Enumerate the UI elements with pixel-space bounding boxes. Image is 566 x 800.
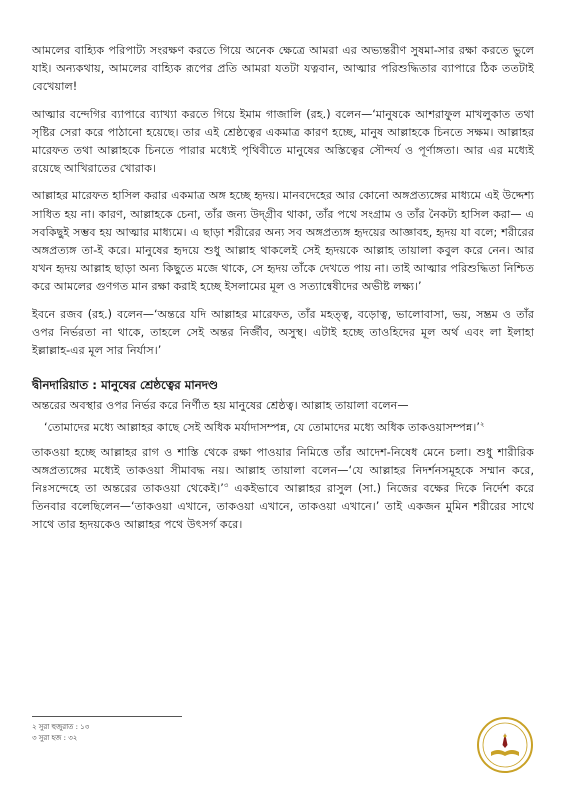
- paragraph-4: ইবনে রজব (রহ.) বলেন—‘অন্তরে যদি আল্লাহর মারেফত, তাঁর মহত্ত্ব, বড়োত্ব, ভালোবাসা, ভয়, সম্ভ্রম ও তাঁর ওপর নির্ভরতা না থাকে, তাহলে সেই অন্তর নির্জীব, অসুস্থ। এটাই হচ্ছে তাওহিদের মূল অর্থ এবং লা ইলাহা ইল্লাল্লাহ-এর মূল সার নির্যাস।’: [32, 307, 534, 358]
- quote-text: ‘তোমাদের মধ্যে আল্লাহর কাছে সেই অধিক মর্যাদাসম্পন্ন, যে তোমাদের মধ্যে অধিক তাকওয়াসম্পন্ন।’: [44, 421, 480, 435]
- paragraph-final: [32, 444, 534, 535]
- footnotes: [32, 722, 332, 743]
- paragraph-2: আত্মার বন্দেগির ব্যাপারে ব্যাখ্যা করতে গিয়ে ইমাম গাজালি (রহ.) বলেন—‘মানুষকে আশরাফুল মাখলুকাত তথা সৃষ্টির সেরা করে পাঠানো হয়েছে। তার এই শ্রেষ্ঠত্বের একমাত্র কারণ হচ্ছে, মানুষ আল্লাহকে চিনতে সক্ষম। আল্লাহর মারেফত তথা আল্লাহকে চিনতে পারার মধ্যেই পৃথিবীতে মানুষের অস্তিত্বের সৌন্দর্য ও পূর্ণাঙ্গতা। আর এর মধ্যেই রয়েছে আখিরাতের খোরাক।: [32, 107, 534, 176]
- section-heading: দ্বীনদারিয়াত : মানুষের শ্রেষ্ঠত্বের মানদণ্ড: [32, 378, 218, 393]
- book-pen-seal-icon: [476, 716, 534, 774]
- section-intro: অন্তরের অবস্থার ওপর নির্ভর করে নির্ণীত হয় মানুষের শ্রেষ্ঠত্ব। আল্লাহ তায়ালা বলেন—: [32, 399, 409, 413]
- footnote-item: ৩ সুরা হজ : ৩২: [32, 733, 78, 742]
- paragraph-1: আমলের বাহ্যিক পরিপাট্য সংরক্ষণ করতে গিয়ে অনেক ক্ষেত্রে আমরা এর অভ্যন্তরীণ সুষমা-সার রক্ষা করতে ভুলে যাই। অন্যকথায়, আমলের বাহ্যিক রূপের প্রতি আমরা যতটা যত্নবান, আত্মার পরিশুদ্ধিতার ব্যাপারে ঠিক ততটাই বেখেয়াল!: [32, 44, 534, 94]
- page-body: [32, 42, 534, 544]
- paragraph-3: আল্লাহর মারেফত হাসিল করার একমাত্র অঙ্গ হচ্ছে হৃদয়। মানবদেহের আর কোনো অঙ্গপ্রত্যঙ্গের মাধ্যমে এই উদ্দেশ্য সাধিত হয় না। কারণ, আল্লাহকে চেনা, তাঁর জন্য উদ্গ্রীব থাকা, তাঁর পথে সংগ্রাম ও তাঁর নৈকট্য হাসিল করা— এ সবকিছুই সম্ভব হয় আত্মার মাধ্যমে। এ ছাড়া শরীরের অন্য সব অঙ্গপ্রত্যঙ্গ হৃদয়ের আজ্ঞাবহ, হৃদয় যা বলে; শরীরের অঙ্গপ্রত্যঙ্গ তা-ই করে। মানুষের হৃদয়ে শুধু আল্লাহ থাকলেই সেই হৃদয়কে আল্লাহ তায়ালা কবুল করে নেন। আর যখন হৃদয় আল্লাহ ছাড়া অন্য কিছুতে মজে থাকে, সে হৃদয় তাঁকে দেখতে পায় না। তাই আত্মার পরিশুদ্ধিতা নিশ্চিত করে আমলের গুণগত মান রক্ষা করাই হচ্ছে ইসলামের মূল ও সত্যান্বেষীদের অভীষ্ট লক্ষ্য।’: [32, 189, 534, 294]
- footnote-divider: [32, 716, 182, 717]
- quran-quote: [44, 419, 534, 437]
- final-text-part2: একইভাবে আল্লাহর রাসুল (সা.) নিজের বক্ষের দিকে নির্দেশ করে তিনবার বলেছিলেন—‘তাকওয়া এখানে, তাকওয়া এখানে, তাকওয়া এখানে।’ তাই একজন মুমিন শরীরের সাথে সাথে তার হৃদয়কেও আল্লাহর পথে উৎসর্গ করে।: [32, 482, 534, 532]
- final-text-part1: তাকওয়া হচ্ছে আল্লাহর রাগ ও শাস্তি থেকে রক্ষা পাওয়ার নিমিত্তে তাঁর আদেশ-নিষেধ মেনে চলা। শুধু শারীরিক অঙ্গপ্রত্যঙ্গের মধ্যেই তাকওয়া সীমাবদ্ধ নয়। আল্লাহ তায়ালা বলেন—‘যে আল্লাহর নিদর্শনসমূহকে সম্মান করে, নিঃসন্দেহে তা অন্তরের তাকওয়া থেকেই।’: [32, 445, 534, 496]
- footnote-ref-2: ২: [479, 420, 485, 429]
- footnote-ref-3: ৩: [223, 481, 229, 490]
- footnote-item: ২ সুরা হুজুরাত : ১৩: [32, 723, 90, 731]
